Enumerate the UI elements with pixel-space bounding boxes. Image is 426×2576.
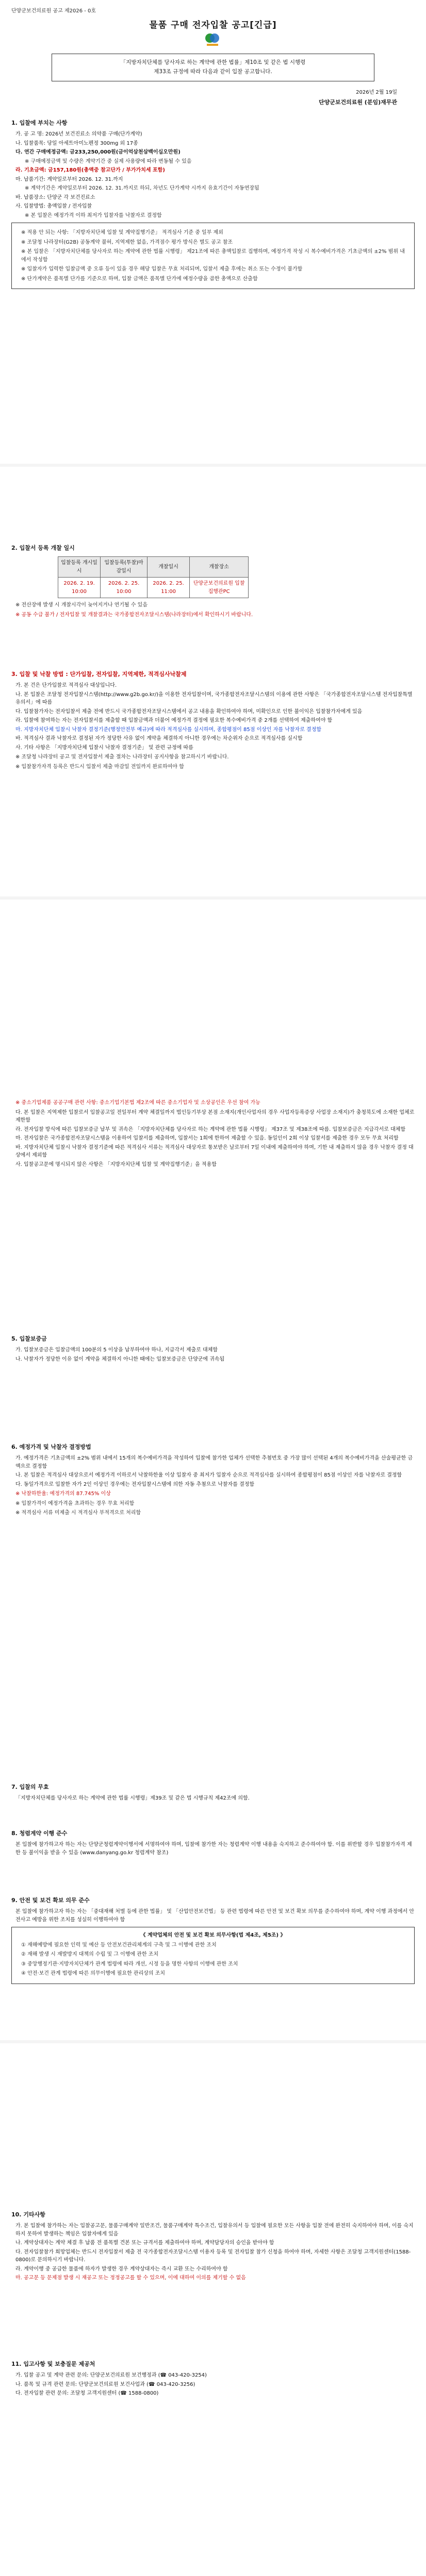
note-line: ※ 공동 수급 불가 / 전자입찰 및 개찰결과는 국가종합전자조달시스템(나라장터)에서 확인하시기 바랍니다.: [15, 612, 253, 618]
list-item: 나. 낙찰자가 정당한 이유 없이 계약을 체결하지 아니한 때에는 입찰보증금은 단양군에 귀속됨: [15, 1356, 225, 1362]
list-item: 나. 본 입찰은 조달청 전자입찰시스템(http://www.g2b.go.kr/)을 이용한 전자입찰이며, 국가종합전자조달시스템의 이용에 관한 사항은 「국가종합전자조달시스템 전자입찰특별유의서」에 따름: [15, 691, 413, 706]
section-9: [11, 1896, 415, 1987]
list-item: 가. 예정가격은 기초금액의 ±2% 범위 내에서 15개의 복수예비가격을 작성하여 입찰에 참가한 업체가 선택한 추첨번호 중 가장 많이 선택된 4개의 복수예비가격을 산술평균한 금액으로 결정함: [15, 1455, 413, 1469]
list-item: 라. 계약이행 중 공급한 물품에 하자가 발생한 경우 계약상대자는 즉시 교환 또는 수리하여야 함: [15, 2266, 228, 2272]
note-line: ※ 입찰참가자격 등록은 반드시 입찰서 제출 마감일 전일까지 완료하여야 함: [15, 764, 184, 770]
table-header-cell: 개찰장소: [190, 557, 249, 578]
section-2: [11, 544, 415, 620]
section-8: [11, 1829, 415, 1858]
section-11: [11, 2360, 415, 2399]
list-item: 다. 전자입찰 관련 문의: 조달청 고객지원센터 (☎ 1588-0800): [15, 2391, 159, 2397]
note-line: ※ 전산장애 발생 시 개찰시각이 늦어지거나 연기될 수 있음: [15, 602, 148, 608]
intro-box: [52, 54, 374, 81]
page-title: 물품 구매 전자입찰 공고[긴급]: [149, 20, 277, 30]
list-item: 다. 동일가격으로 입찰한 자가 2인 이상인 경우에는 전자입찰시스템에 의한 자동 추첨으로 낙찰자를 결정함: [15, 1481, 255, 1487]
list-item: 가. 입찰 공고 및 계약 관련 문의: 단양군보건의료원 보건행정과 (☎ 043-420-3254): [15, 2372, 207, 2379]
divider: [0, 464, 426, 467]
list-item: 마. 전자입찰은 국가종합전자조달시스템을 이용하여 입찰서를 제출하며, 입찰서는 1회에 한하여 제출할 수 있음. 동일인이 2회 이상 입찰서를 제출한 경우 모두 무효 처리함: [15, 1136, 399, 1141]
list-item: 본 입찰에 참가하고자 하는 자는 단양군청렴계약이행서에 서명하여야 하며, 입찰에 참가한 자는 청렴계약 이행 내용을 숙지하고 준수하여야 함. 이를 위반할 경우 입찰참가자격 제한 등 불이익을 받을 수 있음 (www.danyang.go.kr 청렴계약 참조): [15, 1842, 412, 1856]
note-line: ※ 조달청 나라장터 공고 및 전자입찰서 제출 절차는 나라장터 공지사항을 참고하시기 바랍니다.: [15, 754, 229, 760]
intro-line: 「지방자치단체를 당사자로 하는 계약에 관한 법률」제10조 및 같은 법 시행령: [120, 59, 306, 65]
section-5: [11, 1334, 415, 1364]
notes-box: [11, 223, 415, 289]
section-3-continued: [11, 1097, 415, 1170]
section-3: [11, 670, 415, 772]
schedule-table: [58, 556, 249, 598]
list-item: 라. 기초금액: 금157,180원(총액중 참고단가 / 부가가치세 포함): [15, 167, 165, 174]
notice-date: 2026년 2월 19일: [356, 90, 397, 95]
county-logo-icon: [204, 32, 221, 47]
section-heading: 5. 입찰보증금: [11, 1335, 47, 1342]
section-heading: 3. 입찰 및 낙찰 방법 : 단가입찰, 전자입찰, 지역제한, 적격심사낙찰제: [11, 671, 187, 677]
list-item: 다. 전자입찰참가 희망업체는 반드시 전자입찰서 제출 전 국가종합전자조달시스템 이용자 등록 및 전자입찰 참가 신청을 하여야 하며, 자세한 사항은 조달청 고객지원센터(1588-0800)로 문의하시기 바랍니다.: [15, 2249, 411, 2263]
note-line: ※ 적용 안 되는 사항: 「지방자치단체 입찰 및 계약집행기준」 적격심사 기준 중 일부 제외: [21, 230, 223, 236]
note-line: ※ 본 입찰은 「지방자치단체를 당사자로 하는 계약에 관한 법률 시행령」 제21조에 따른 총액입찰로 집행하며, 예정가격 작성 시 복수예비가격은 기초금액의 ±2% 범위 내에서 작성함: [21, 249, 405, 263]
section-heading: 1. 입찰에 부치는 사항: [11, 120, 68, 126]
note-line: ※ 중소기업제품 공공구매 관련 사항: 중소기업기본법 제2조에 따른 중소기업자 및 소상공인은 우선 참여 가능: [15, 1100, 260, 1106]
list-item: 바. 적격심사 결과 낙찰자로 결정된 자가 정당한 사유 없이 계약을 체결하지 아니한 경우에는 차순위자 순으로 적격심사를 실시함: [15, 736, 303, 742]
sub-note: ※ 구매예정금액 및 수량은 계약기간 중 실제 사용량에 따라 변동될 수 있음: [25, 158, 192, 164]
section-heading: 7. 입찰의 무효: [11, 1784, 49, 1790]
box-line: ② 재해 발생 시 재발방지 대책의 수립 및 그 이행에 관한 조치: [21, 1952, 159, 1958]
section-6: [11, 1443, 415, 1519]
list-item: 가. 본 입찰에 참가하는 자는 입찰공고문, 물품구매계약 일반조건, 물품구매계약 특수조건, 입찰유의서 등 입찰에 필요한 모든 사항을 입찰 전에 완전히 숙지하여야 하며, 이를 숙지하지 못하여 발생하는 책임은 입찰자에게 있음: [15, 2223, 414, 2237]
section-7: [11, 1783, 415, 1804]
list-item: 바. 지방자치단체 입찰시 낙찰자 결정기준에 따른 적격심사 서류는 적격심사 대상자로 통보받은 날로부터 7일 이내에 제출하여야 하며, 기한 내 제출하지 않을 경우 낙찰자 결정 대상에서 제외함: [15, 1144, 414, 1158]
list-item: 사. 기타 사항은 「지방자치단체 입찰시 낙찰자 결정기준」 및 관련 규정에 따름: [15, 744, 193, 751]
list-item: 마. 지방자치단체 입찰시 낙찰자 결정기준(행정안전부 예규)에 따라 적격심사를 실시하며, 종합평점이 85점 이상인 자를 낙찰자로 결정함: [15, 726, 322, 733]
list-item: 다. 본 입찰은 지역제한 입찰로서 입찰공고일 전일부터 계약 체결일까지 법인등기부상 본점 소재지(개인사업자의 경우 사업자등록증상 사업장 소재지)가 충청북도에 소재한 업체로 제한함: [15, 1109, 415, 1123]
note-line: ※ 입찰자가 입력한 입찰금액 중 오류 등이 있을 경우 해당 입찰은 무효 처리되며, 입찰서 제출 후에는 취소 또는 수정이 불가함: [21, 266, 303, 273]
list-item: 「지방자치단체를 당사자로 하는 계약에 관한 법률 시행령」제39조 및 같은 법 시행규칙 제42조에 의함.: [15, 1795, 250, 1802]
section-heading: 8. 청렴계약 이행 준수: [11, 1830, 68, 1837]
note-line: ※ 입찰가격이 예정가격을 초과하는 경우 무효 처리함: [15, 1500, 135, 1506]
list-item: 마. 공고문 등 문제점 발생 시 재공고 또는 정정공고를 할 수 있으며, 이에 대하여 이의를 제기할 수 없음: [15, 2275, 246, 2281]
table-header-cell: 입찰등록 개시일시: [58, 557, 101, 578]
list-item: 사. 입찰공고문에 명시되지 않은 사항은 「지방자치단체 입찰 및 계약집행기준」을 적용함: [15, 1161, 217, 1167]
box-line: ③ 중앙행정기관·지방자치단체가 관계 법령에 따라 개선, 시정 등을 명한 사항의 이행에 관한 조치: [21, 1961, 238, 1967]
table-row: [58, 578, 249, 598]
divider: [0, 896, 426, 900]
box-line: ① 재해예방에 필요한 인력 및 예산 등 안전보건관리체계의 구축 및 그 이행에 관한 조치: [21, 1942, 217, 1948]
list-item: 가. 공 고 명: 2026년 보건진료소 의약품 구매(단가계약): [15, 131, 142, 138]
table-header-row: [58, 557, 249, 578]
list-item: 마. 납품기간: 계약일로부터 2026. 12. 31.까지: [15, 176, 123, 182]
list-item: 라. 전자입찰 방식에 따른 입찰보증금 납부 및 귀속은 「지방자치단체를 당사자로 하는 계약에 관한 법률 시행령」 제37조 및 제38조에 따름. 입찰보증금은 지급각서로 대체함: [15, 1126, 406, 1132]
note-line: ※ 조달청 나라장터(G2B) 공동계약 불허, 지역제한 없음, 가격점수 평가 방식은 별도 공고 참조: [21, 239, 233, 245]
list-item: 나. 입찰품목: 당일 아세트아미노펜정 300mg 외 17종: [15, 140, 138, 146]
section-heading: 2. 입찰서 등록 개찰 일시: [11, 545, 75, 551]
table-cell: 2026. 2. 25. 11:00: [148, 578, 190, 598]
note-line: ※ 단가계약은 품목별 단가를 기준으로 하며, 입찰 금액은 품목별 단가에 예정수량을 곱한 총액으로 산출함: [21, 276, 258, 282]
box-title: 《 계약업체의 안전 및 보건 확보 의무사항(법 제4조, 제5조) 》: [140, 1933, 286, 1939]
section-heading: 11. 입고사항 및 보충질문 제공처: [11, 2361, 95, 2367]
list-item: 본 입찰에 참가하고자 하는 자는 「중대재해 처벌 등에 관한 법률」 및 「산업안전보건법」 등 관련 법령에 따른 안전 및 보건 확보 의무를 준수하여야 하며, 계약 이행 과정에서 안전사고 예방을 위한 조치를 성실히 이행하여야 함: [15, 1909, 415, 1923]
note-line: ※ 적격심사 서류 미제출 시 적격심사 부적격으로 처리함: [15, 1510, 141, 1516]
list-item: 다. 입찰참가자는 전자입찰서 제출 전에 반드시 국가종합전자조달시스템에서 공고 내용을 확인하여야 하며, 미확인으로 인한 불이익은 입찰참가자에게 있음: [15, 708, 363, 715]
section-10: [11, 2210, 415, 2283]
sub-note: ※ 계약기간은 계약일로부터 2026. 12. 31.까지로 하되, 차년도 단가계약 시까지 유효기간이 자동연장됨: [25, 185, 259, 192]
table-cell: 2026. 2. 25. 10:00: [101, 578, 148, 598]
table-header-cell: 입찰등록(투찰)마감일시: [101, 557, 148, 578]
table-cell: 2026. 2. 19. 10:00: [58, 578, 101, 598]
list-item: 라. 입찰에 참여하는 자는 전자입찰서를 제출할 때 입찰금액과 더불어 예정가격 결정에 필요한 복수예비가격 중 2개를 선택하여 제출하여야 함: [15, 718, 333, 724]
list-item: 나. 품목 및 규격 관련 문의: 단양군보건의료원 보건사업과 (☎ 043-420-3256): [15, 2381, 195, 2387]
list-item: 가. 본 건은 단가입찰로 적격심사 대상입니다.: [15, 683, 117, 689]
list-item: 다. 연간 구매예정금액: 금233,250,000원(금이억삼천삼백이십오만원): [15, 149, 181, 156]
sub-note: ※ 본 입찰은 예정가격 이하 최저가 입찰자를 낙찰자로 결정함: [25, 212, 162, 218]
section-heading: 6. 예정가격 및 낙찰자 결정방법: [11, 1444, 91, 1450]
table-header-cell: 개찰일시: [148, 557, 190, 578]
list-item: 사. 입찰방법: 총액입찰 / 전자입찰: [15, 204, 92, 210]
section-heading: 10. 기타사항: [11, 2211, 45, 2218]
list-item: 가. 입찰보증금은 입찰금액의 100분의 5 이상을 납부하여야 하나, 지급각서 제출로 대체함: [15, 1347, 218, 1353]
list-item: 나. 본 입찰은 적격심사 대상으로서 예정가격 이하로서 낙찰하한율 이상 입찰자 중 최저가 입찰자 순으로 적격심사를 실시하여 종합평점이 85점 이상인 자를 낙찰자로 결정함: [15, 1472, 402, 1479]
note-line: ※ 낙찰하한율: 예정가격의 87.745% 이상: [15, 1491, 111, 1497]
section-heading: 9. 안전 및 보건 확보 의무 준수: [11, 1897, 90, 1904]
section-1: [11, 118, 415, 292]
issuing-org: 단양군보건의료원 (분임)재무관: [318, 99, 397, 106]
intro-line: 제33조 규정에 따라 다음과 같이 입찰 공고합니다.: [154, 68, 272, 75]
safety-duties-box: [11, 1927, 415, 1984]
list-item: 바. 납품장소: 단양군 각 보건진료소: [15, 194, 95, 200]
box-line: ④ 안전·보건 관계 법령에 따른 의무이행에 필요한 관리상의 조치: [21, 1971, 166, 1977]
divider: [0, 2040, 426, 2043]
table-cell: 단양군보건의료원 입찰집행관PC: [190, 578, 249, 598]
list-item: 나. 계약상대자는 계약 체결 후 납품 전 품목별 견본 또는 규격서를 제출하여야 하며, 계약담당자의 승인을 받아야 함: [15, 2240, 274, 2246]
document-number: 단양군보건의료원 공고 제2026 - 0호: [11, 8, 96, 14]
